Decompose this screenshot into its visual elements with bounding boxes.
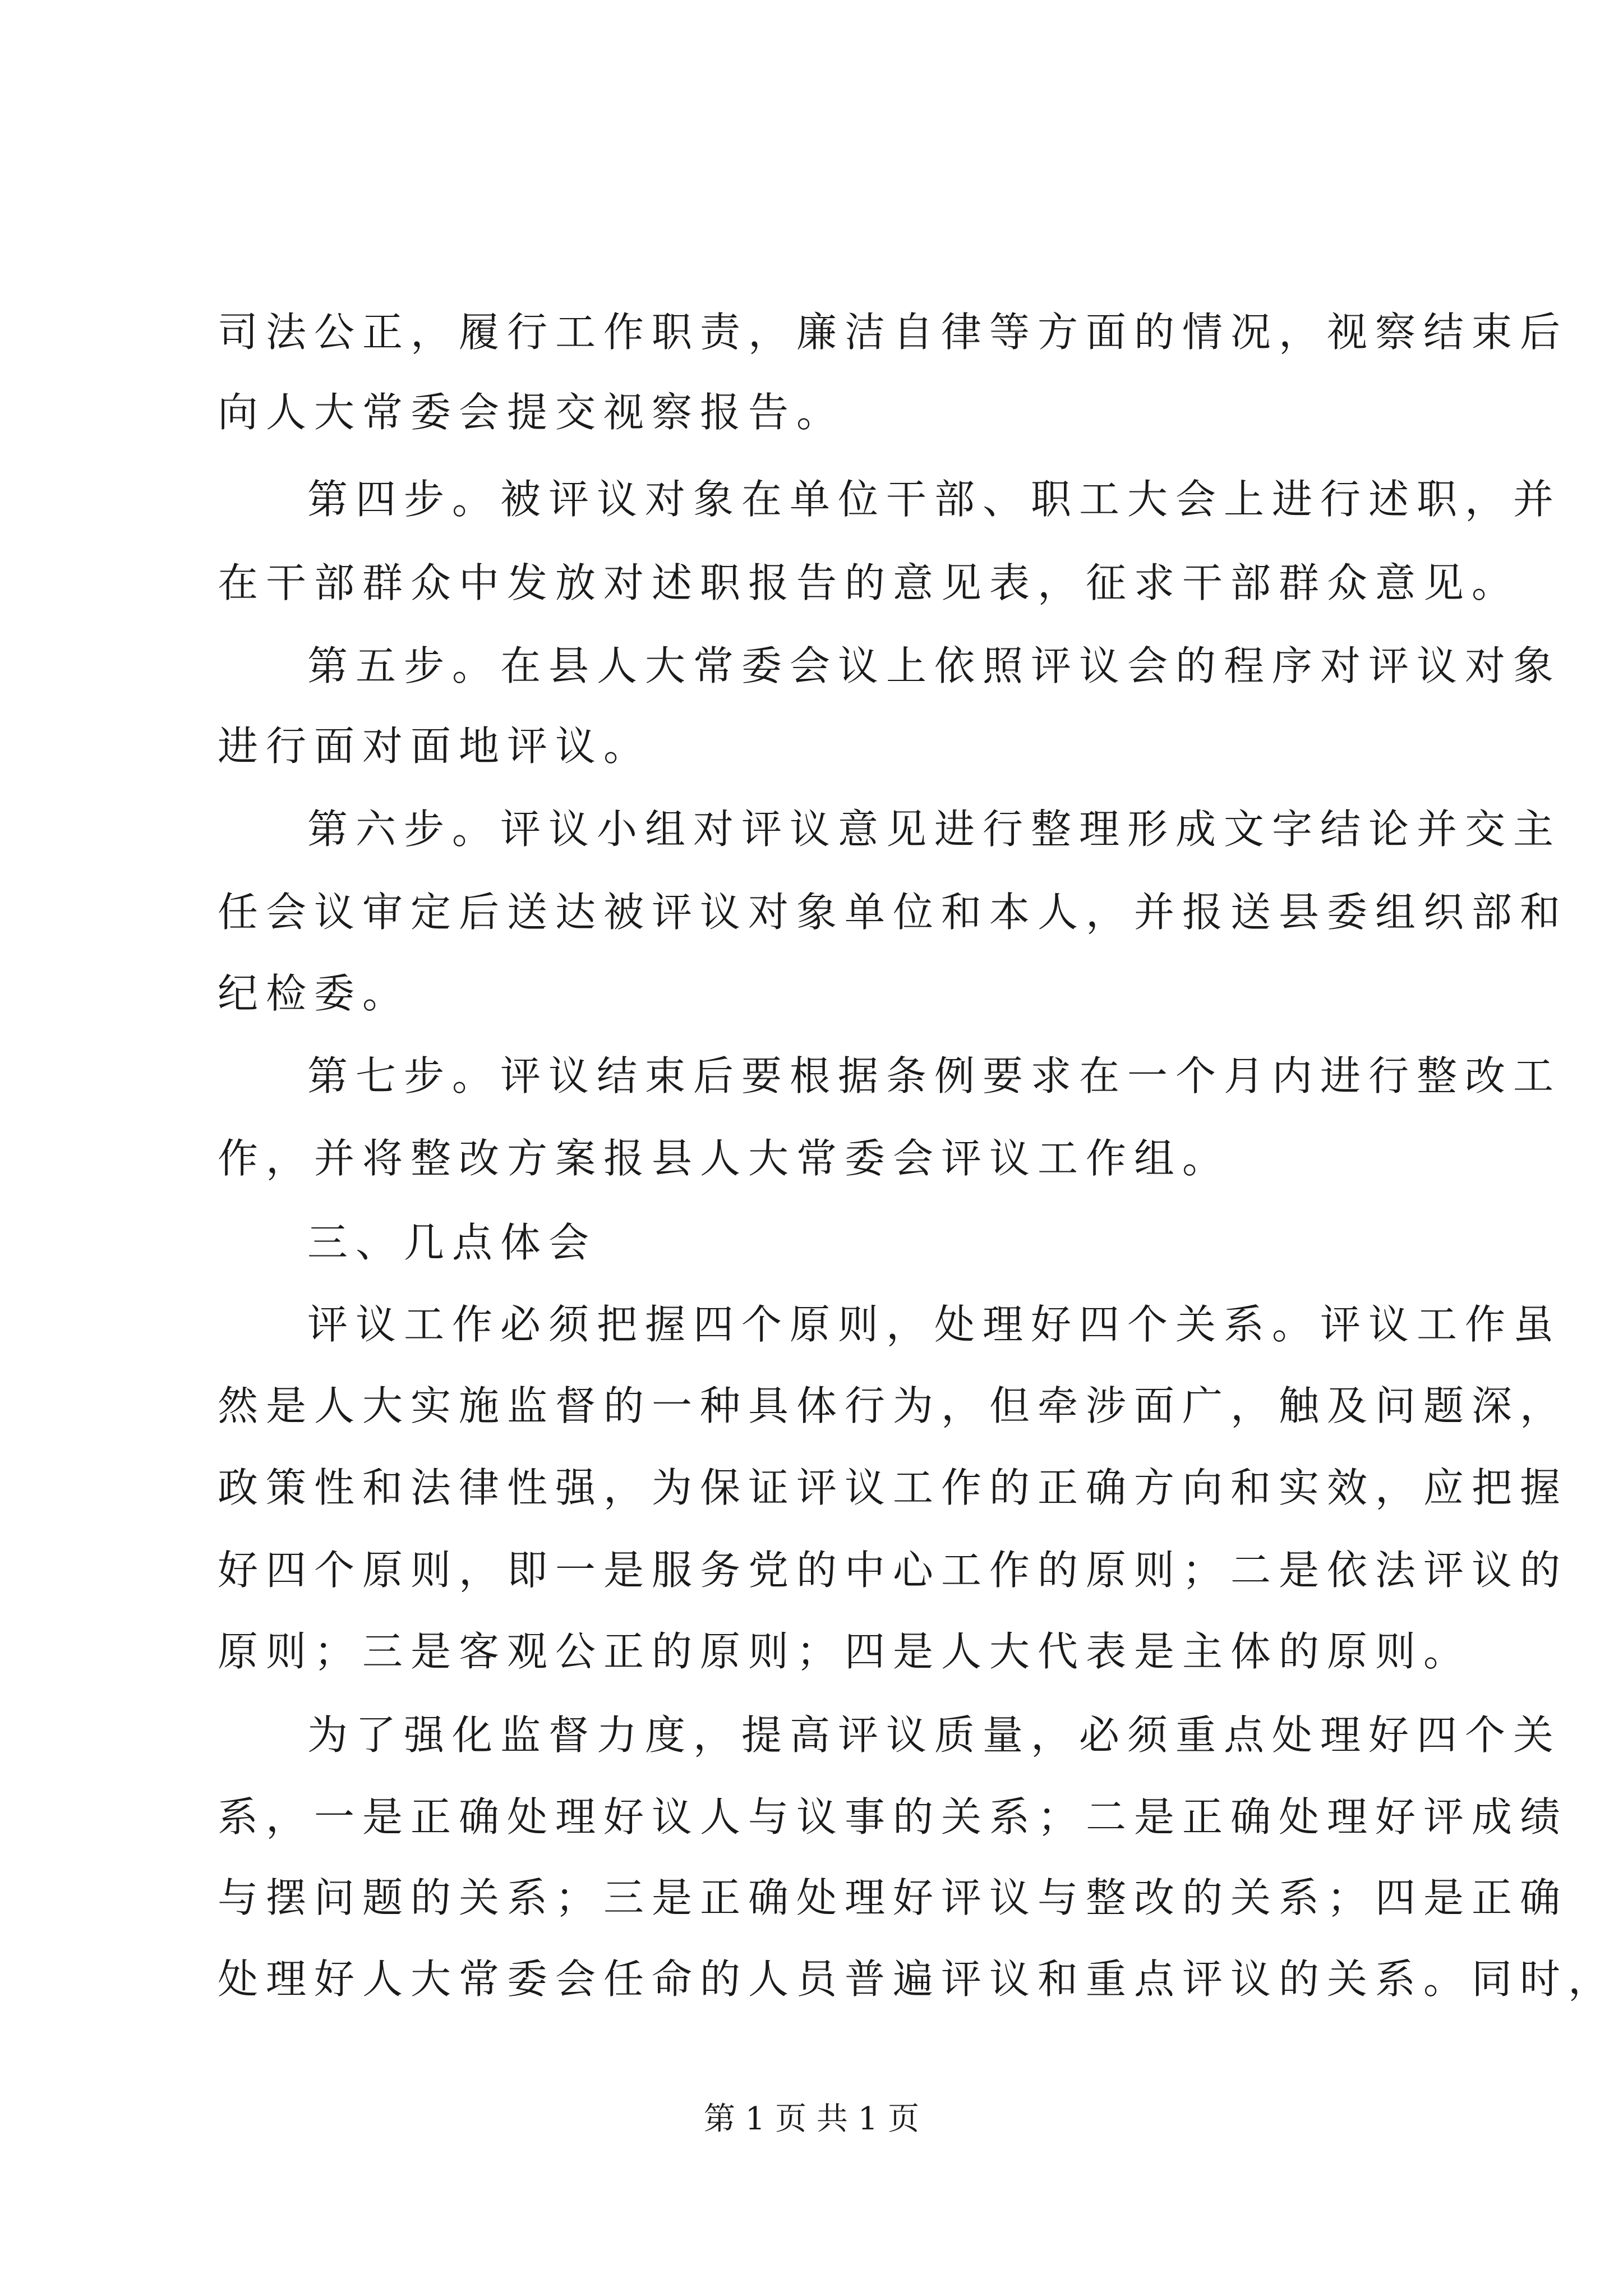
body-line: 任会议审定后送达被评议对象单位和本人，并报送县委组织部和 [218,889,1569,936]
body-line: 好四个原则，即一是服务党的中心工作的原则；二是依法评议的 [218,1547,1569,1594]
body-line: 进行面对面地评议。 [218,723,652,770]
section-heading: 三、几点体会 [307,1219,597,1266]
body-line: 在干部群众中发放对述职报告的意见表，征求干部群众意见。 [218,559,1520,606]
body-line: 与摆问题的关系；三是正确处理好评议与整改的关系；四是正确 [218,1874,1569,1921]
page-number-footer: 第 1 页 共 1 页 [703,2101,920,2137]
body-line: 然是人大实施监督的一种具体行为，但牵涉面广，触及问题深， [218,1382,1569,1429]
paragraph-first-line: 为了强化监督力度，提高评议质量，必须重点处理好四个关 [307,1711,1562,1759]
body-line: 原则；三是客观公正的原则；四是人大代表是主体的原则。 [218,1628,1472,1675]
body-line: 司法公正，履行工作职责，廉洁自律等方面的情况，视察结束后 [218,309,1569,356]
paragraph-first-line: 第六步。评议小组对评议意见进行整理形成文字结论并交主 [307,806,1562,853]
body-line: 作，并将整改方案报县人大常委会评议工作组。 [218,1135,1231,1182]
paragraph-first-line: 第七步。评议结束后要根据条例要求在一个月内进行整改工 [307,1052,1562,1099]
body-line: 纪检委。 [218,970,411,1017]
paragraph-first-line: 评议工作必须把握四个原则，处理好四个关系。评议工作虽 [307,1301,1562,1348]
body-line: 政策性和法律性强，为保证评议工作的正确方向和实效，应把握 [218,1464,1569,1511]
body-line: 系，一是正确处理好议人与议事的关系；二是正确处理好评成绩 [218,1793,1569,1841]
body-line: 向人大常委会提交视察报告。 [218,389,845,436]
body-line: 处理好人大常委会任命的人员普遍评议和重点评议的关系。同时， [218,1955,1617,2003]
paragraph-first-line: 第四步。被评议对象在单位干部、职工大会上进行述职，并 [307,476,1562,523]
paragraph-first-line: 第五步。在县人大常委会议上依照评议会的程序对评议对象 [307,642,1562,689]
